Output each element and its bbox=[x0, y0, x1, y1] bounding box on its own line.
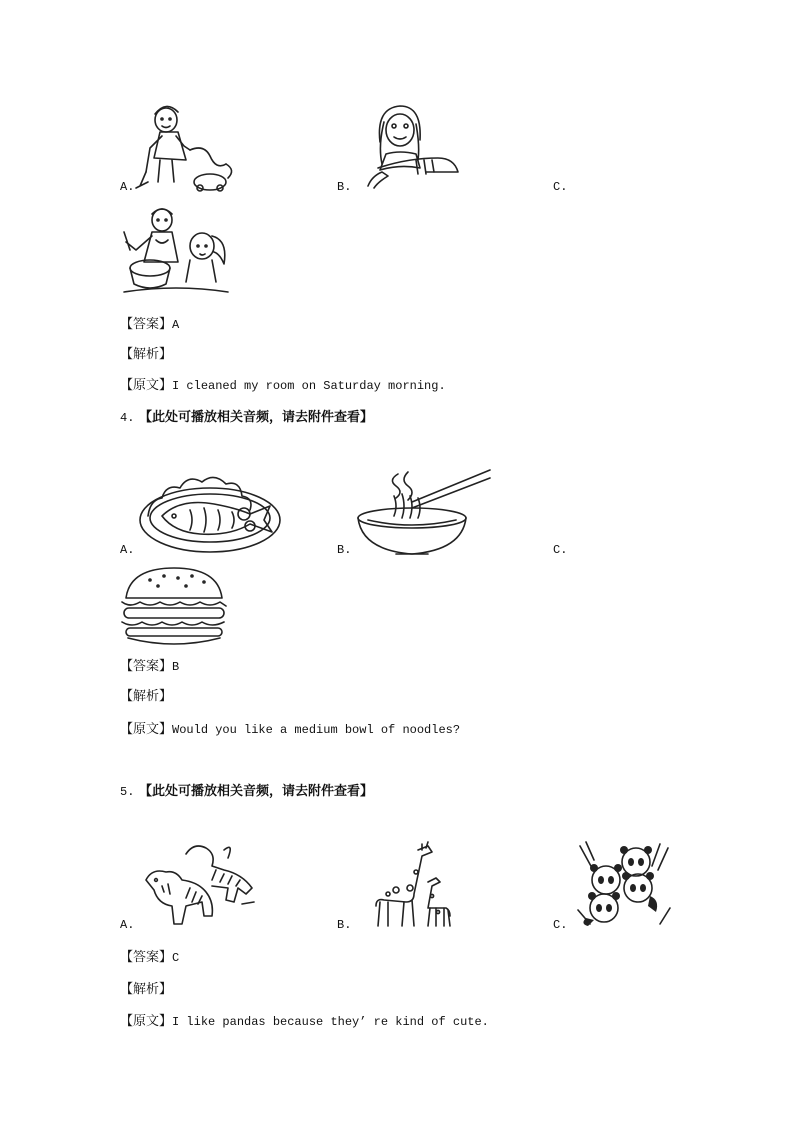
original-label: 【原文】 bbox=[120, 1014, 173, 1029]
woman-vacuuming-icon bbox=[140, 100, 240, 192]
audio-prompt[interactable]: 【此处可播放相关音频，请去附件查看】 bbox=[138, 784, 373, 799]
option-c-letter: C. bbox=[553, 180, 568, 194]
answer-value: C bbox=[172, 951, 180, 965]
answer-value: B bbox=[172, 660, 180, 674]
question-header bbox=[120, 406, 373, 425]
answer-label: 【答案】 bbox=[120, 317, 173, 332]
answer-label: 【答案】 bbox=[120, 950, 173, 965]
answer-line bbox=[120, 655, 179, 674]
question-number: 5. bbox=[120, 785, 135, 799]
question-number: 4. bbox=[120, 411, 135, 425]
option-b-letter: B. bbox=[337, 918, 352, 932]
original-text-line bbox=[120, 718, 460, 737]
audio-prompt[interactable]: 【此处可播放相关音频，请去附件查看】 bbox=[138, 410, 373, 425]
option-c-letter: C. bbox=[553, 918, 568, 932]
pandas-icon bbox=[576, 840, 672, 928]
hamburger-icon bbox=[120, 566, 228, 648]
analysis-label: 【解析】 bbox=[120, 689, 173, 704]
answer-line bbox=[120, 946, 179, 965]
option-c-letter: C. bbox=[553, 543, 568, 557]
option-a-letter: A. bbox=[120, 180, 135, 194]
analysis-line bbox=[120, 978, 172, 997]
original-text: I cleaned my room on Saturday morning. bbox=[172, 379, 446, 393]
analysis-line bbox=[120, 343, 172, 362]
tigers-icon bbox=[142, 840, 256, 930]
original-label: 【原文】 bbox=[120, 378, 173, 393]
option-a-letter: A. bbox=[120, 918, 135, 932]
fish-plate-icon bbox=[140, 470, 282, 554]
noodle-bowl-icon bbox=[358, 466, 492, 558]
answer-label: 【答案】 bbox=[120, 659, 173, 674]
answer-value: A bbox=[172, 318, 180, 332]
analysis-label: 【解析】 bbox=[120, 347, 173, 362]
girl-reading-book-icon bbox=[358, 102, 460, 188]
giraffes-icon bbox=[370, 842, 452, 928]
mother-daughter-cooking-icon bbox=[120, 206, 232, 298]
original-text: Would you like a medium bowl of noodles? bbox=[172, 723, 461, 737]
option-b-letter: B. bbox=[337, 543, 352, 557]
analysis-line bbox=[120, 685, 172, 704]
original-label: 【原文】 bbox=[120, 722, 173, 737]
original-text-line bbox=[120, 1010, 489, 1029]
original-text-line bbox=[120, 374, 446, 393]
original-text: I like pandas because they’ re kind of cute. bbox=[172, 1015, 489, 1029]
option-b-letter: B. bbox=[337, 180, 352, 194]
analysis-label: 【解析】 bbox=[120, 982, 173, 997]
question-header bbox=[120, 780, 373, 799]
answer-line bbox=[120, 313, 179, 332]
option-a-letter: A. bbox=[120, 543, 135, 557]
